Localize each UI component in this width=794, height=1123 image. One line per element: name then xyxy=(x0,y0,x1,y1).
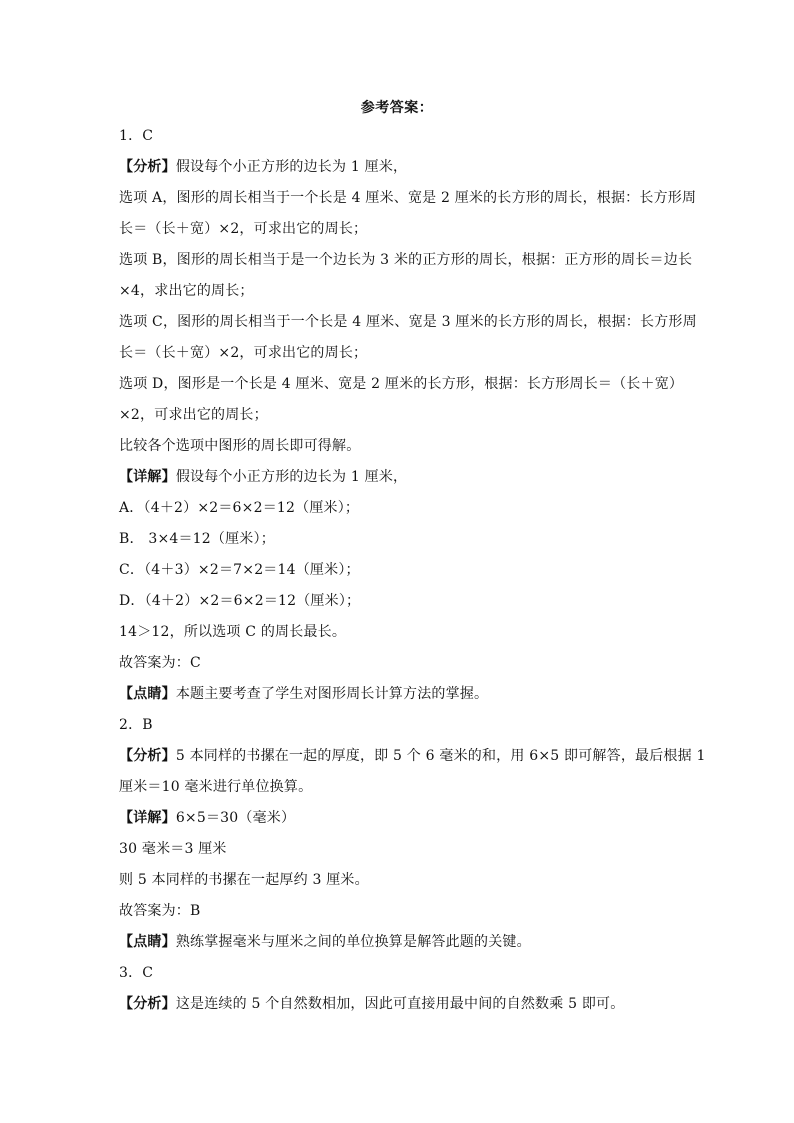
answer-line xyxy=(119,400,679,431)
answer-line xyxy=(119,617,679,648)
line-text: 3．C xyxy=(119,965,154,981)
answer-line xyxy=(119,121,679,152)
page-title: 参考答案： xyxy=(360,100,434,116)
line-text: ×2，可求出它的周长； xyxy=(119,407,268,423)
answer-line xyxy=(119,710,679,741)
answer-line xyxy=(119,152,679,183)
section-tag: 【分析】 xyxy=(119,996,176,1012)
answer-line xyxy=(119,338,679,369)
line-text: 比较各个选项中图形的周长即可得解。 xyxy=(119,438,361,454)
answer-line xyxy=(119,462,679,493)
answer-line xyxy=(119,741,706,772)
line-text: 选项 D，图形是一个长是 4 厘米、宽是 2 厘米的长方形，根据：长方形周长＝（长＋宽） xyxy=(119,376,684,392)
line-text: 熟练掌握毫米与厘米之间的单位换算是解答此题的关键。 xyxy=(175,934,531,950)
answer-line xyxy=(119,276,679,307)
answer-line xyxy=(119,555,679,586)
line-text: 选项 C，图形的周长相当于一个长是 4 厘米、宽是 3 厘米的长方形的周长，根据：长方形周 xyxy=(119,314,697,330)
line-text: 6×5＝30（毫米） xyxy=(175,810,296,826)
answer-line xyxy=(119,493,679,524)
section-tag: 【分析】 xyxy=(119,748,176,764)
answer-line xyxy=(119,524,679,555)
line-text: 故答案为：B xyxy=(119,903,201,919)
line-text: ×4，求出它的周长； xyxy=(119,283,254,299)
section-tag: 【详解】 xyxy=(119,810,176,826)
answer-line xyxy=(119,772,679,803)
line-text: 假设每个小正方形的边长为 1 厘米， xyxy=(175,159,408,175)
answer-line xyxy=(119,648,679,679)
line-text: 则 5 本同样的书摞在一起厚约 3 厘米。 xyxy=(119,872,369,888)
answer-line xyxy=(119,865,679,896)
line-text: 1．C xyxy=(119,128,154,144)
line-text: 这是连续的 5 个自然数相加，因此可直接用最中间的自然数乘 5 即可。 xyxy=(175,996,625,1012)
line-text: 本题主要考查了学生对图形周长计算方法的掌握。 xyxy=(175,686,489,702)
line-text: 故答案为：C xyxy=(119,655,201,671)
answer-line xyxy=(119,803,679,834)
answer-line xyxy=(119,369,684,400)
section-tag: 【分析】 xyxy=(119,159,176,175)
line-text: A．（4＋2）×2＝6×2＝12（厘米）； xyxy=(119,500,360,516)
answer-content xyxy=(119,121,706,1020)
answer-line xyxy=(119,958,679,989)
line-text: 假设每个小正方形的边长为 1 厘米， xyxy=(175,469,408,485)
line-text: 长＝（长＋宽）×2，可求出它的周长； xyxy=(119,221,368,237)
answer-line xyxy=(119,245,693,276)
answer-line xyxy=(119,989,679,1020)
section-tag: 【详解】 xyxy=(119,469,176,485)
line-text: 厘米＝10 毫米进行单位换算。 xyxy=(119,779,313,795)
line-text: D．（4＋2）×2＝6×2＝12（厘米）； xyxy=(119,593,361,609)
answer-line xyxy=(119,834,679,865)
section-tag: 【点睛】 xyxy=(119,934,176,950)
line-text: 30 毫米＝3 厘米 xyxy=(119,841,227,857)
line-text: 选项 A，图形的周长相当于一个长是 4 厘米、宽是 2 厘米的长方形的周长，根据：长方形周 xyxy=(119,190,697,206)
line-text: C．（4＋3）×2＝7×2＝14（厘米）； xyxy=(119,562,360,578)
answer-line xyxy=(119,431,679,462)
answer-line xyxy=(119,183,697,214)
line-text: B． 3×4＝12（厘米）； xyxy=(119,531,275,547)
answer-line xyxy=(119,307,697,338)
answer-line xyxy=(119,927,679,958)
answer-line xyxy=(119,896,679,927)
line-text: 14＞12，所以选项 C 的周长最长。 xyxy=(119,624,347,640)
section-tag: 【点睛】 xyxy=(119,686,176,702)
line-text: 长＝（长＋宽）×2，可求出它的周长； xyxy=(119,345,368,361)
answer-line xyxy=(119,679,679,710)
answer-line xyxy=(119,586,679,617)
answer-line xyxy=(119,214,679,245)
line-text: 5 本同样的书摞在一起的厚度，即 5 个 6 毫米的和，用 6×5 即可解答，最后根据 1 xyxy=(175,748,706,764)
line-text: 2．B xyxy=(119,717,153,733)
line-text: 选项 B，图形的周长相当于是一个边长为 3 米的正方形的周长，根据：正方形的周长＝边长 xyxy=(119,252,693,268)
